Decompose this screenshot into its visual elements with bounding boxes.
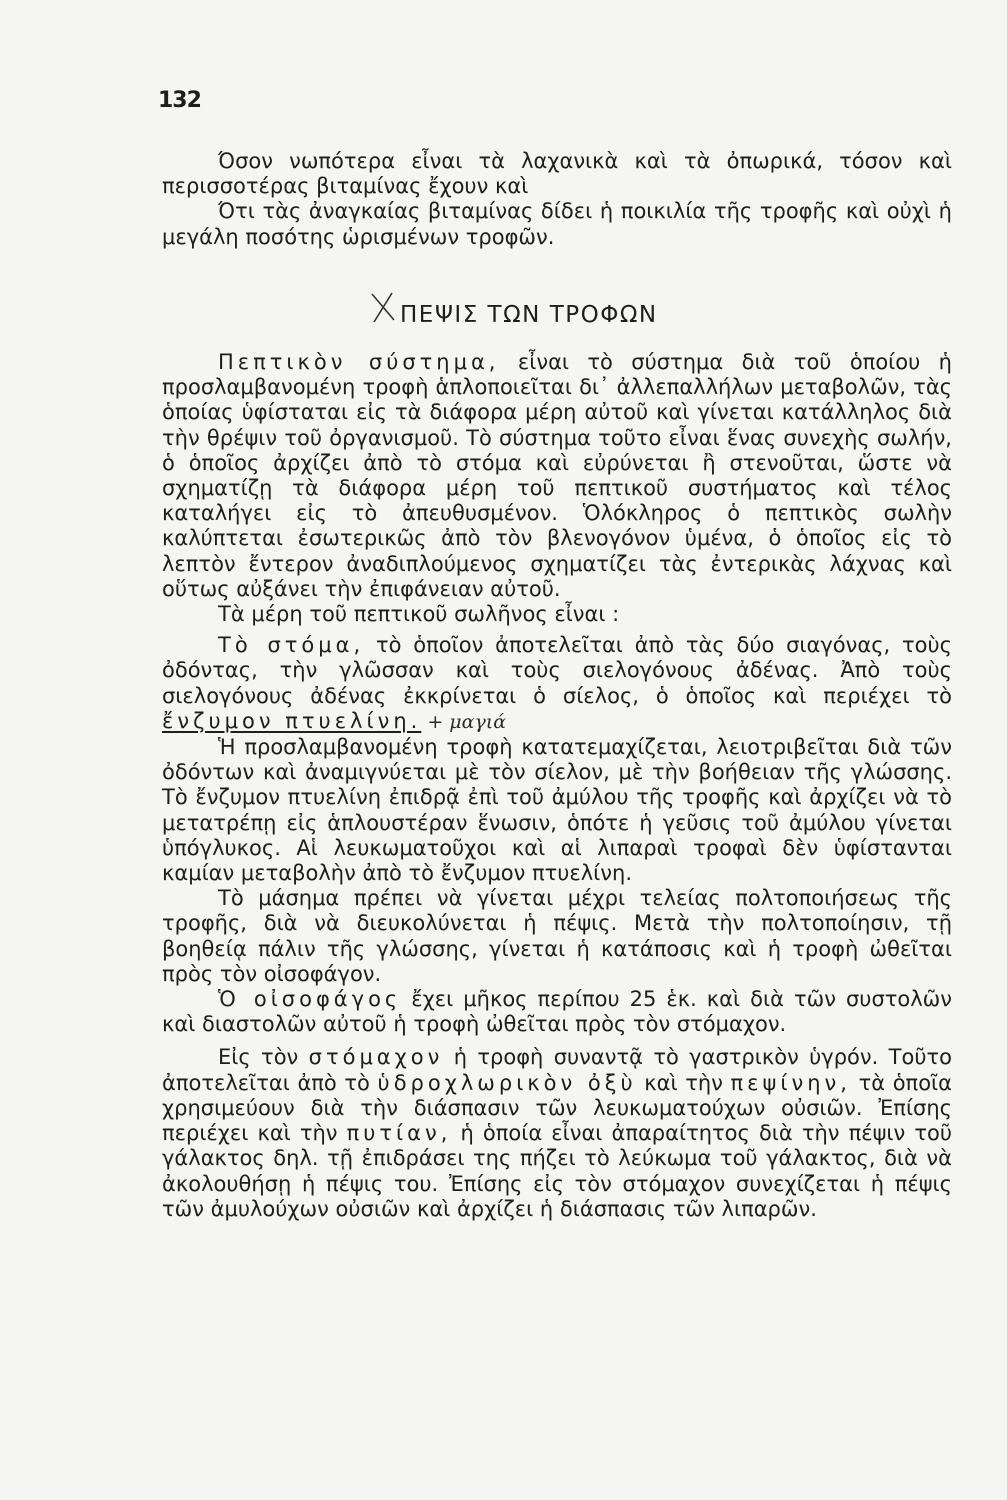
handwritten-annotation: + μαγιά: [427, 710, 507, 733]
page-number: 132: [158, 88, 201, 113]
term-stomach: στόμαχον: [308, 1045, 444, 1070]
stomach-text-a: Εἰς τὸν: [218, 1045, 309, 1070]
paragraph-stomach: [162, 1045, 952, 1221]
paragraph-digestive-system-text: εἶναι τὸ σύστημα διὰ τοῦ ὁποίου ἡ προσλαμβανομένη τροφὴ ἁπλοποιεῖται δι᾽ ἀλλεπαλλήλων μεταβολῶν, τὰς ὁποίας ὑφίσταται εἰς τὰ διάφορα μέρη αὐτοῦ καὶ γίνεται κατάλληλος διὰ τὴν θρέψιν τοῦ ὀργανισμοῦ. Τὸ σύστημα τοῦτο εἶναι ἕνας συνεχὴς σωλήν, ὁ ὁποῖος ἀρχίζει ἀπὸ τὸ στόμα καὶ εὐρύνεται ἢ στενοῦται, ὥστε νὰ σχηματίζῃ τὰ διάφορα μέρη τοῦ πεπτικοῦ συστήματος καὶ τέλος καταλήγει εἰς τὸ ἀπευθυσμένον. Ὁλόκληρος ὁ πεπτικὸς σωλὴν καλύπτεται ἐσωτερικῶς ἀπὸ τὸν βλενογόνον ὑμένα, ὁ ὁποῖος εἰς τὸ λεπτὸν ἔντερον ἀναδιπλούμενος σχηματίζει τὰς ἐντερικὰς λάχνας καὶ οὕτως αὐξάνει τὴν ἐπιφάνειαν αὐτοῦ.: [162, 350, 952, 601]
term-ptyalin: ἔνζυμον πτυελίνη.: [162, 708, 422, 733]
intro-line-2: Ότι τὰς ἀναγκαίας βιταμίνας δίδει ἡ ποικιλία τῆς τροφῆς καὶ οὐχὶ ἡ μεγάλη ποσότης ὡρισμένων τροφῶν.: [162, 199, 952, 249]
term-hydrochloric-acid: ὑδροχλωρικὸν ὀξὺ: [377, 1070, 637, 1095]
paragraph-mastication: Τὸ μάσημα πρέπει νὰ γίνεται μέχρι τελείας πολτοποιήσεως τῆς τροφῆς, διὰ νὰ διευκολύνεται ἡ πέψις. Μετὰ τὴν πολτοποίησιν, τῇ βοηθείᾳ πάλιν τῆς γλώσσης, γίνεται ἡ κατάποσις καὶ ἡ τροφὴ ὠθεῖται πρὸς τὸν οἰσοφάγον.: [162, 886, 952, 986]
term-digestive-system: Πεπτικὸν σύστημα,: [218, 350, 500, 374]
paragraph-digestive-system: [162, 350, 952, 602]
body-block: [162, 350, 952, 1222]
term-pepsin: πεψίνην,: [730, 1070, 851, 1095]
term-esophagus: Ὁ οἰσοφάγος: [218, 987, 402, 1012]
stomach-text-d: τὰ ὁποῖα χρησιμεύουν διὰ τὴν διάσπασιν τῶν λευκωματούχων οὐσιῶν. Ἐπίσης περιέχει καὶ τὴν: [162, 1070, 952, 1146]
term-mouth: Τὸ στόμα,: [218, 633, 365, 658]
handwritten-x-mark-icon: [368, 290, 398, 324]
paragraph-esophagus: [162, 987, 952, 1037]
intro-line-1: Όσον νωπότερα εἶναι τὰ λαχανικὰ καὶ τὰ ὀπωρικά, τόσον καὶ περισσοτέρας βιταμίνας ἔχουν καὶ: [162, 149, 952, 199]
stomach-text-e: ἡ ὁποία εἶναι ἀπαραίτητος διὰ τὴν πέψιν τοῦ γάλακτος δηλ. τῇ ἐπιδράσει της πήζει τὸ λεύκωμα τοῦ γάλακτος, διὰ νὰ ἀκολουθήσῃ ἡ πέψις του. Ἐπίσης εἰς τὸν στόμαχον συνεχίζεται ἡ πέψις τῶν ἀμυλούχων οὐσιῶν καὶ ἀρχίζει ἡ διάσπασις τῶν λιπαρῶν.: [162, 1121, 952, 1221]
stomach-text-b: ἡ τροφὴ συναντᾷ τὸ γαστρικὸν ὑγρόν. Τοῦτο ἀποτελεῖται ἀπὸ τὸ: [162, 1045, 952, 1095]
stomach-text-c: καὶ τὴν: [636, 1070, 731, 1095]
paragraph-esophagus-text: ἔχει μῆκος περίπου 25 ἑκ. καὶ διὰ τῶν συστολῶν καὶ διαστολῶν αὐτοῦ ἡ τροφὴ ὠθεῖται πρὸς τὸν στόμαχον.: [162, 987, 952, 1037]
paragraph-mouth: [162, 633, 952, 735]
paragraph-parts-intro: Τὰ μέρη τοῦ πεπτικοῦ σωλῆνος εἶναι :: [218, 602, 620, 627]
term-rennin: πυτίαν,: [346, 1121, 452, 1146]
paragraph-chewing: Ἡ προσλαμβανομένη τροφὴ κατατεμαχίζεται, λειοτριβεῖται διὰ τῶν ὀδόντων καὶ ἀναμιγνύεται μὲ τὸν σίελον, μὲ τὴν βοήθειαν τῆς γλώσσης. Τὸ ἔνζυμον πτυελίνη ἐπιδρᾷ ἐπὶ τοῦ ἀμύλου τῆς τροφῆς καὶ ἀρχίζει νὰ τὸ μετατρέπῃ εἰς ἁπλουστέραν ἕνωσιν, ὁπότε ἡ γεῦσις τοῦ ἀμύλου γίνεται ὑπόγλυκος. Αἱ λευκωματοῦχοι καὶ αἱ λιπαραὶ τροφαὶ δὲν ὑφίστανται καμίαν μεταβολὴν ἀπὸ τὸ ἔνζυμον πτυελίνη.: [162, 735, 952, 886]
paragraph-mouth-text: τὸ ὁποῖον ἀποτελεῖται ἀπὸ τὰς δύο σιαγόνας, τοὺς ὀδόντας, τὴν γλῶσσαν καὶ τοὺς σιελογόνους ἀδένας. Ἀπὸ τοὺς σιελογόνους ἀδένας ἐκκρίνεται ὁ σίελος, ὁ ὁποῖος καὶ περιέχει τὸ: [162, 633, 953, 708]
section-heading-text: ΠΕΨΙΣ ΤΩΝ ΤΡΟΦΩΝ: [400, 302, 658, 328]
intro-block: [162, 149, 952, 250]
section-heading: [368, 298, 658, 332]
